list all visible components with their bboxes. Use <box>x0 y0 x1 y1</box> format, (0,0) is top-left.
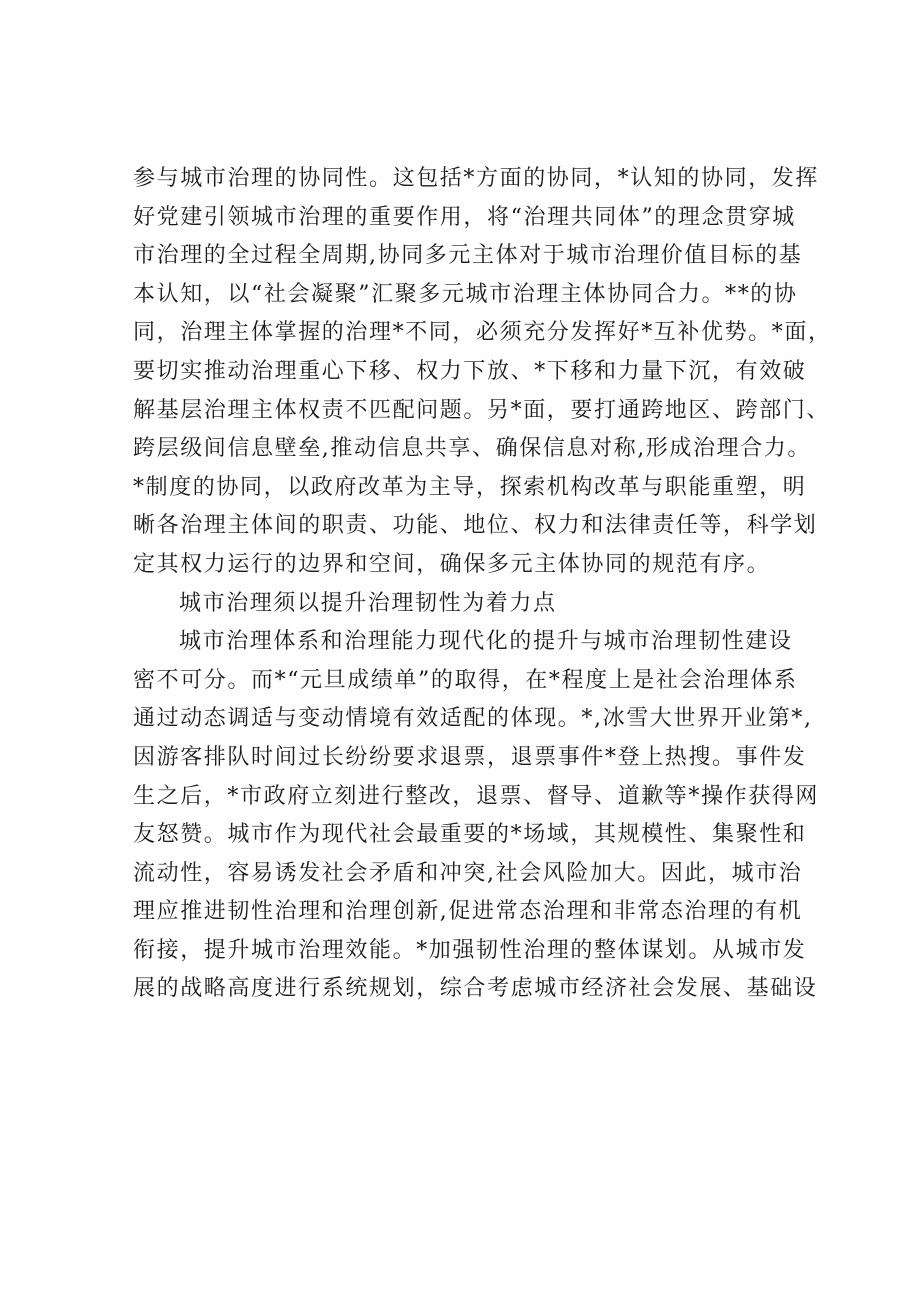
paragraph-line: 要切实推动治理重心下移、权力下放、*下移和力量下沉，有效破 <box>133 358 807 384</box>
paragraph-line: 因游客排队时间过长纷纷要求退票，退票事件*登上热搜。事件发 <box>133 744 807 770</box>
paragraph-line: 展的战略高度进行系统规划，综合考虑城市经济社会发展、基础设 <box>133 976 818 1002</box>
paragraph-1 <box>133 160 832 585</box>
paragraph-2 <box>133 623 820 1009</box>
paragraph-line: 好党建引领城市治理的重要作用，将“治理共同体”的理念贯穿城 <box>133 204 796 230</box>
paragraph-line: 本认知，以“社会凝聚”汇聚多元城市治理主体协同合力。**的协 <box>133 281 798 307</box>
paragraph-line: *制度的协同，以政府改革为主导，探索机构改革与职能重塑，明 <box>133 474 807 500</box>
section-heading: 城市治理须以提升治理韧性为着力点 <box>179 590 557 616</box>
paragraph-line: 流动性，容易诱发社会矛盾和冲突,社会风险加大。因此，城市治 <box>133 860 803 886</box>
paragraph-line: 通过动态调适与变动情境有效适配的体现。*,冰雪大世界开业第*, <box>133 706 813 732</box>
paragraph-line: 衔接，提升城市治理效能。*加强韧性治理的整体谋划。从城市发 <box>133 937 807 963</box>
paragraph-line: 晰各治理主体间的职责、功能、地位、权力和法律责任等，科学划 <box>133 513 818 539</box>
document-body <box>133 160 832 1009</box>
paragraph-line: 定其权力运行的边界和空间，确保多元主体协同的规范有序。 <box>133 551 771 577</box>
paragraph-line: 参与城市治理的协同性。这包括*方面的协同，*认知的协同，发挥 <box>133 166 820 191</box>
paragraph-line: 跨层级间信息壁垒,推动信息共享、确保信息对称,形成治理合力。 <box>133 436 811 462</box>
paragraph-line: 生之后，*市政府立刻进行整改，退票、督导、道歉等*操作获得网 <box>133 783 820 809</box>
paragraph-line: 解基层治理主体权责不匹配问题。另*面，要打通跨地区、跨部门、 <box>133 397 831 423</box>
paragraph-line: 市治理的全过程全周期,协同多元主体对于城市治理价值目标的基 <box>133 243 803 269</box>
paragraph-line: 友怒赞。城市作为现代社会最重要的*场域，其规模性、集聚性和 <box>133 822 807 848</box>
paragraph-line: 理应推进韧性治理和治理创新,促进常态治理和非常态治理的有机 <box>133 899 803 925</box>
paragraph-line: 同，治理主体掌握的治理*不同，必须充分发挥好*互补优势。*面， <box>133 320 832 346</box>
paragraph-line: 城市治理体系和治理能力现代化的提升与城市治理韧性建设 <box>179 629 793 655</box>
paragraph-line: 密不可分。而*“元旦成绩单”的取得，在*程度上是社会治理体系 <box>133 667 798 693</box>
